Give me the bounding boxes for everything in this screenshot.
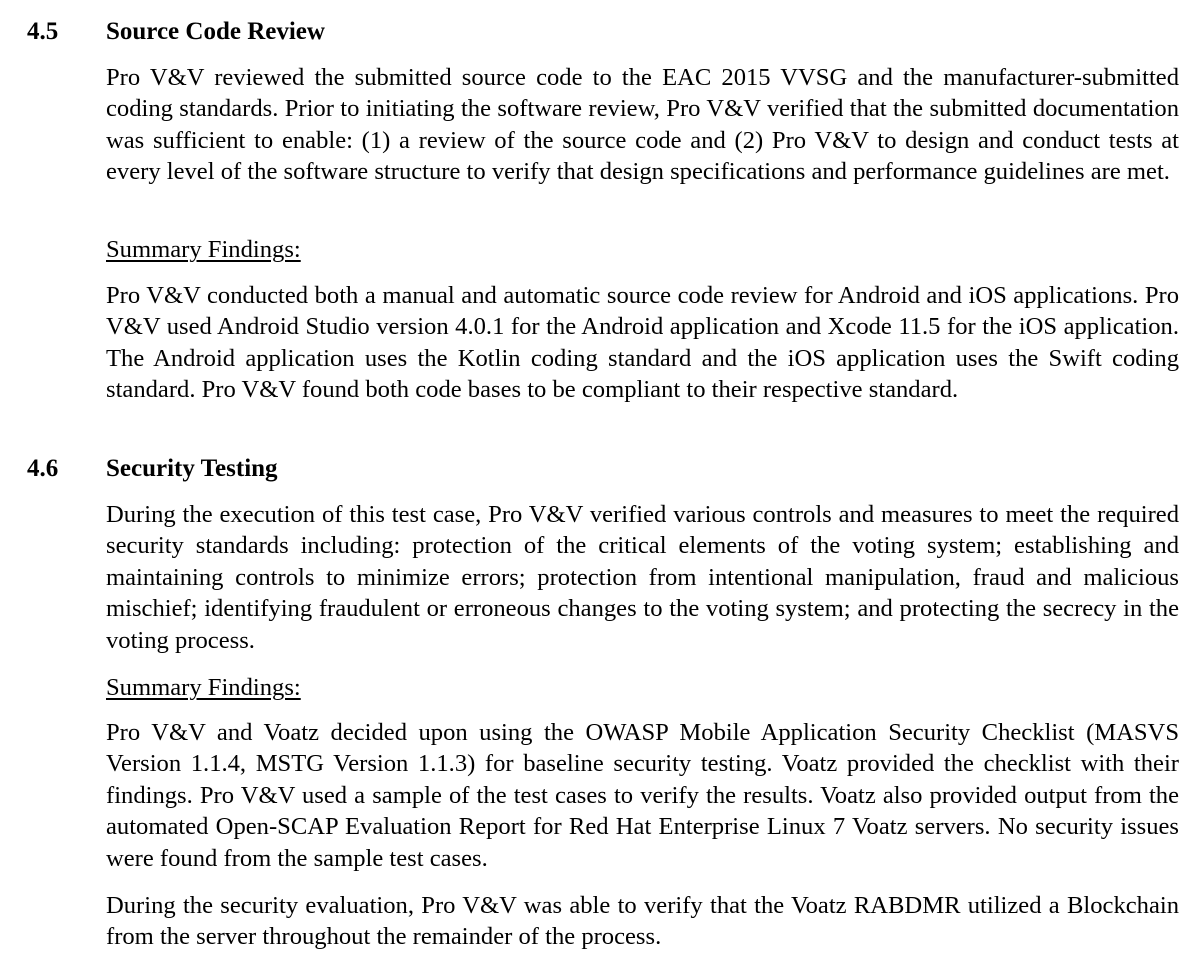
summary-findings-heading: Summary Findings:	[106, 674, 301, 701]
section-intro-paragraph: Pro V&V reviewed the submitted source code to the EAC 2015 VVSG and the manufacturer-submitted coding standards. Prior to initiating the software review, Pro V&V verified that the submitted documentation was sufficient to enable: (1) a review of the source code and (2) Pro V&V to design and conduct tests at every level of the software structure to verify that design specifications and performance guidelines are met.	[106, 64, 1179, 186]
section-intro-paragraph: During the execution of this test case, Pro V&V verified various controls and measures to meet the required security standards including: protection of the critical elements of the voting system; establishing and maintaining controls to minimize errors; protection from intentional manipulation, fraud and malicious mischief; identifying fraudulent or erroneous changes to the voting system; and protecting the secrecy in the voting process.	[106, 501, 1179, 654]
section-number: 4.5	[27, 18, 59, 45]
summary-findings-heading: Summary Findings:	[106, 236, 301, 263]
section-title: Security Testing	[106, 455, 278, 482]
findings-paragraph: During the security evaluation, Pro V&V was able to verify that the Voatz RABDMR utilized a Blockchain from the server throughout the remainder of the process.	[106, 892, 1179, 951]
section-title: Source Code Review	[106, 18, 325, 45]
findings-paragraph: Pro V&V conducted both a manual and automatic source code review for Android and iOS applications. Pro V&V used Android Studio version 4.0.1 for the Android application and Xcode 11.5 for the iOS application. The Android application uses the Kotlin coding standard and the iOS application uses the Swift coding standard. Pro V&V found both code bases to be compliant to their respective standard.	[106, 282, 1179, 404]
section-number: 4.6	[27, 455, 59, 482]
findings-paragraph: Pro V&V and Voatz decided upon using the OWASP Mobile Application Security Checklist (MASVS Version 1.1.4, MSTG Version 1.1.3) for baseline security testing. Voatz provided the checklist with their findings. Pro V&V used a sample of the test cases to verify the results. Voatz also provided output from the automated Open-SCAP Evaluation Report for Red Hat Enterprise Linux 7 Voatz servers. No security issues were found from the sample test cases.	[106, 719, 1179, 872]
